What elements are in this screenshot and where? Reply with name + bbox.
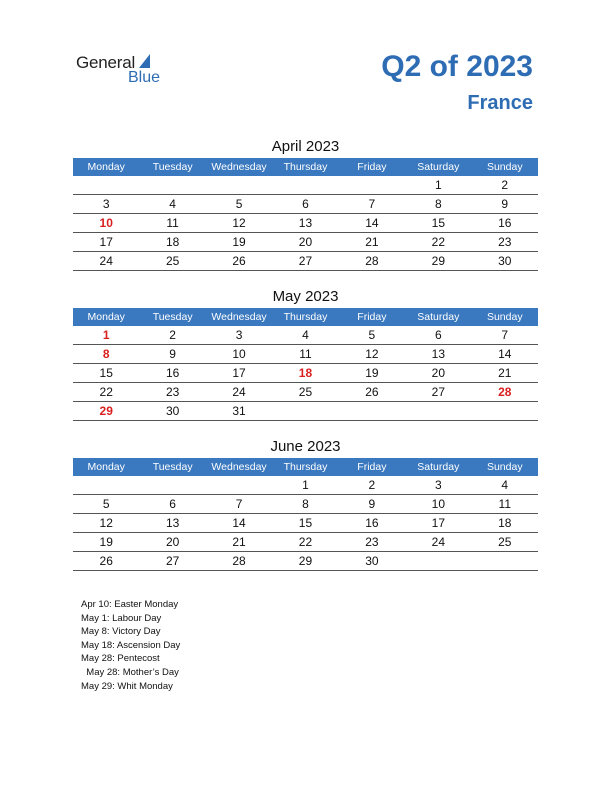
day-cell: 14	[206, 514, 272, 533]
day-cell: 6	[405, 326, 471, 345]
empty-day-cell	[272, 402, 338, 421]
day-cell: 30	[472, 252, 538, 271]
week-row	[73, 252, 538, 271]
weekday-header: Monday	[73, 308, 139, 326]
day-cell: 19	[206, 233, 272, 252]
weekday-header: Monday	[73, 158, 139, 176]
day-cell: 26	[206, 252, 272, 271]
holiday-notes	[81, 598, 180, 693]
day-cell: 18	[139, 233, 205, 252]
day-cell: 8	[73, 345, 139, 364]
weekday-header: Saturday	[405, 308, 471, 326]
empty-day-cell	[73, 176, 139, 195]
week-row	[73, 326, 538, 345]
country-name: France	[467, 92, 533, 114]
day-cell: 1	[73, 326, 139, 345]
page-title: Q2 of 2023	[381, 50, 533, 83]
day-cell: 22	[405, 233, 471, 252]
weekday-header: Wednesday	[206, 458, 272, 476]
day-cell: 29	[73, 402, 139, 421]
day-cell: 29	[405, 252, 471, 271]
day-cell: 19	[73, 533, 139, 552]
week-row	[73, 476, 538, 495]
week-row	[73, 195, 538, 214]
week-row	[73, 383, 538, 402]
day-cell: 22	[272, 533, 338, 552]
holiday-note: May 28: Mother’s Day	[81, 666, 179, 678]
month-april	[73, 136, 538, 271]
day-cell: 28	[206, 552, 272, 571]
weekday-header: Saturday	[405, 458, 471, 476]
day-cell: 7	[339, 195, 405, 214]
week-row	[73, 552, 538, 571]
day-cell: 17	[405, 514, 471, 533]
month-may	[73, 286, 538, 421]
month-title: May 2023	[272, 288, 339, 305]
day-cell: 10	[206, 345, 272, 364]
day-cell: 4	[272, 326, 338, 345]
logo-blue-text: Blue	[128, 69, 161, 86]
day-cell: 30	[139, 402, 205, 421]
day-cell: 15	[272, 514, 338, 533]
day-cell: 7	[206, 495, 272, 514]
logo-triangle-icon	[139, 54, 150, 68]
day-cell: 5	[206, 195, 272, 214]
weekday-header: Friday	[339, 458, 405, 476]
day-cell: 15	[73, 364, 139, 383]
day-cell: 26	[73, 552, 139, 571]
weekday-header: Thursday	[272, 158, 338, 176]
day-cell: 13	[139, 514, 205, 533]
day-cell: 18	[472, 514, 538, 533]
weekday-header: Friday	[339, 158, 405, 176]
week-row	[73, 533, 538, 552]
calendar-grid	[73, 158, 538, 271]
month-title: June 2023	[270, 438, 341, 455]
day-cell: 21	[472, 364, 538, 383]
weekday-header: Saturday	[405, 158, 471, 176]
day-cell: 15	[405, 214, 471, 233]
month-title: April 2023	[271, 138, 340, 155]
weekday-header: Thursday	[272, 308, 338, 326]
empty-day-cell	[206, 176, 272, 195]
empty-day-cell	[139, 476, 205, 495]
empty-day-cell	[472, 552, 538, 571]
weekday-header: Tuesday	[139, 458, 205, 476]
day-cell: 3	[206, 326, 272, 345]
day-cell: 17	[206, 364, 272, 383]
day-cell: 20	[405, 364, 471, 383]
day-cell: 12	[73, 514, 139, 533]
weekday-header: Tuesday	[139, 308, 205, 326]
weekday-header: Monday	[73, 458, 139, 476]
day-cell: 24	[206, 383, 272, 402]
weekday-header: Wednesday	[206, 308, 272, 326]
day-cell: 9	[472, 195, 538, 214]
day-cell: 6	[272, 195, 338, 214]
day-cell: 5	[73, 495, 139, 514]
week-row	[73, 233, 538, 252]
day-cell: 8	[405, 195, 471, 214]
week-row	[73, 402, 538, 421]
weekday-header: Sunday	[472, 458, 538, 476]
weekday-header: Sunday	[472, 158, 538, 176]
empty-day-cell	[339, 176, 405, 195]
day-cell: 17	[73, 233, 139, 252]
day-cell: 12	[206, 214, 272, 233]
day-cell: 2	[472, 176, 538, 195]
day-cell: 25	[472, 533, 538, 552]
logo-general-text: General	[76, 53, 136, 72]
empty-day-cell	[405, 402, 471, 421]
day-cell: 29	[272, 552, 338, 571]
empty-day-cell	[206, 476, 272, 495]
day-cell: 19	[339, 364, 405, 383]
day-cell: 20	[139, 533, 205, 552]
day-cell: 9	[339, 495, 405, 514]
day-cell: 10	[405, 495, 471, 514]
holiday-note: May 18: Ascension Day	[81, 639, 181, 651]
empty-day-cell	[405, 552, 471, 571]
day-cell: 4	[472, 476, 538, 495]
month-june	[73, 436, 538, 571]
day-cell: 23	[139, 383, 205, 402]
day-cell: 8	[272, 495, 338, 514]
day-cell: 7	[472, 326, 538, 345]
day-cell: 20	[272, 233, 338, 252]
weekday-header-row	[73, 458, 538, 476]
day-cell: 26	[339, 383, 405, 402]
day-cell: 11	[272, 345, 338, 364]
day-cell: 13	[272, 214, 338, 233]
day-cell: 1	[405, 176, 471, 195]
day-cell: 2	[139, 326, 205, 345]
day-cell: 10	[73, 214, 139, 233]
day-cell: 16	[472, 214, 538, 233]
week-row	[73, 514, 538, 533]
day-cell: 5	[339, 326, 405, 345]
day-cell: 25	[139, 252, 205, 271]
holiday-note: May 28: Pentecost	[81, 653, 160, 665]
day-cell: 11	[472, 495, 538, 514]
day-cell: 3	[405, 476, 471, 495]
day-cell: 18	[272, 364, 338, 383]
holiday-note: May 8: Victory Day	[81, 626, 161, 638]
day-cell: 13	[405, 345, 471, 364]
calendar-grid	[73, 458, 538, 571]
day-cell: 16	[139, 364, 205, 383]
day-cell: 23	[339, 533, 405, 552]
weekday-header: Thursday	[272, 458, 338, 476]
week-row	[73, 176, 538, 195]
day-cell: 9	[139, 345, 205, 364]
holiday-note: May 1: Labour Day	[81, 612, 162, 624]
day-cell: 21	[339, 233, 405, 252]
logo	[76, 53, 176, 89]
day-cell: 2	[339, 476, 405, 495]
empty-day-cell	[139, 176, 205, 195]
day-cell: 24	[405, 533, 471, 552]
holiday-note: Apr 10: Easter Monday	[81, 599, 179, 610]
day-cell: 25	[272, 383, 338, 402]
weekday-header-row	[73, 158, 538, 176]
weekday-header: Friday	[339, 308, 405, 326]
day-cell: 28	[339, 252, 405, 271]
empty-day-cell	[73, 476, 139, 495]
calendar-grid	[73, 308, 538, 421]
empty-day-cell	[472, 402, 538, 421]
week-row	[73, 364, 538, 383]
day-cell: 1	[272, 476, 338, 495]
day-cell: 24	[73, 252, 139, 271]
week-row	[73, 495, 538, 514]
day-cell: 27	[272, 252, 338, 271]
empty-day-cell	[339, 402, 405, 421]
day-cell: 22	[73, 383, 139, 402]
day-cell: 14	[339, 214, 405, 233]
day-cell: 16	[339, 514, 405, 533]
day-cell: 23	[472, 233, 538, 252]
holiday-note: May 29: Whit Monday	[81, 680, 173, 692]
empty-day-cell	[272, 176, 338, 195]
day-cell: 21	[206, 533, 272, 552]
day-cell: 30	[339, 552, 405, 571]
weekday-header: Tuesday	[139, 158, 205, 176]
day-cell: 27	[139, 552, 205, 571]
day-cell: 31	[206, 402, 272, 421]
week-row	[73, 345, 538, 364]
day-cell: 3	[73, 195, 139, 214]
day-cell: 4	[139, 195, 205, 214]
weekday-header: Wednesday	[206, 158, 272, 176]
day-cell: 27	[405, 383, 471, 402]
day-cell: 12	[339, 345, 405, 364]
day-cell: 6	[139, 495, 205, 514]
weekday-header-row	[73, 308, 538, 326]
day-cell: 14	[472, 345, 538, 364]
day-cell: 11	[139, 214, 205, 233]
day-cell: 28	[472, 383, 538, 402]
week-row	[73, 214, 538, 233]
weekday-header: Sunday	[472, 308, 538, 326]
